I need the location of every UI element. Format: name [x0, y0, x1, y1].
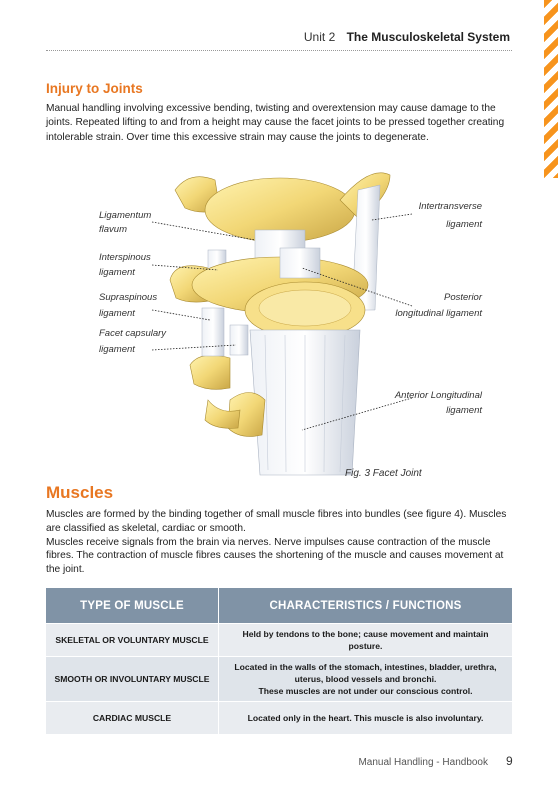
- table-row: [46, 657, 512, 702]
- posterior-longitudinal-ligament-shape: [280, 248, 320, 278]
- table-header-characteristics: CHARACTERISTICS / FUNCTIONS: [219, 588, 513, 624]
- cell-muscle-type: SMOOTH OR INVOLUNTARY MUSCLE: [46, 657, 219, 702]
- label-supraspinous-2: ligament: [99, 308, 135, 319]
- muscles-paragraph: Muscles receive signals from the brain via nerves. Nerve impulses cause contraction of the muscle fibres. The contraction of muscle fibres causes the shortening of the muscle and causes movement at the joint.: [46, 536, 504, 576]
- injury-title: Injury to Joints: [46, 81, 143, 96]
- label-anterior-1: Anterior Longitudinal: [394, 390, 482, 401]
- header-divider: [46, 50, 512, 51]
- footer-sub: Handbook: [442, 757, 488, 768]
- label-intertransverse-2: ligament: [446, 219, 482, 230]
- cell-characteristics: [219, 624, 513, 657]
- cell-muscle-type: SKELETAL OR VOLUNTARY MUSCLE: [46, 624, 219, 657]
- characteristics-line: Located in the walls of the stomach, intestines, bladder, urethra,: [234, 662, 497, 672]
- page-footer: [358, 757, 488, 768]
- cell-muscle-type: CARDIAC MUSCLE: [46, 702, 219, 735]
- label-interspinous-2: ligament: [99, 267, 135, 278]
- muscles-text: [46, 508, 514, 577]
- hazard-stripes: [544, 0, 558, 178]
- label-posterior-1: Posterior: [443, 292, 482, 303]
- table-header-type: TYPE OF MUSCLE: [46, 588, 219, 624]
- facet-joint-illustration: [90, 160, 500, 485]
- label-facet-2: ligament: [99, 344, 135, 355]
- label-ligamentum-flavum-2: flavum: [99, 224, 127, 235]
- header-system: The Musculoskeletal System: [346, 30, 510, 44]
- characteristics-line: Located only in the heart. This muscle is also involuntary.: [247, 713, 484, 723]
- injury-text: Manual handling involving excessive bending, twisting and overextension may cause damage to the joints. Repeated lifting to and from a height may cause the facet joints to be pressed together creating intolerable strain. Over time this excessive strain may cause the joints to degenerate.: [46, 103, 505, 143]
- muscles-title: Muscles: [46, 483, 114, 502]
- table-row: [46, 624, 512, 657]
- facet-capsule-shape: [230, 325, 248, 355]
- label-ligamentum-flavum-1: Ligamentum: [99, 210, 152, 221]
- figure-caption: Fig. 3 Facet Joint: [345, 468, 422, 479]
- characteristics-line: These muscles are not under our conscious control.: [258, 686, 473, 696]
- supraspinous-ligament-shape: [202, 308, 224, 356]
- muscle-types-table: [46, 588, 512, 734]
- label-intertransverse-1: Intertransverse: [418, 201, 482, 212]
- label-supraspinous-1: Supraspinous: [99, 292, 158, 303]
- spinous-process-low: [190, 355, 230, 389]
- cell-characteristics: [219, 657, 513, 702]
- footer-sep: -: [433, 757, 443, 768]
- page-header: [304, 30, 510, 44]
- label-facet-1: Facet capsulary: [99, 328, 167, 339]
- page-number: 9: [506, 754, 513, 768]
- header-unit: Unit 2: [303, 30, 336, 44]
- characteristics-line: Held by tendons to the bone; cause movement and maintain posture.: [242, 629, 489, 651]
- footer-main: Manual Handling: [358, 757, 434, 768]
- label-anterior-2: ligament: [446, 405, 482, 416]
- characteristics-line: uterus, blood vessels and bronchi.: [294, 674, 437, 684]
- label-interspinous-1: Interspinous: [99, 252, 151, 263]
- muscles-paragraph: Muscles are formed by the binding together of small muscle fibres into bundles (see figure 4). Muscles are classified as skeletal, cardiac or smooth.: [46, 509, 507, 534]
- table-row: [46, 702, 512, 735]
- cell-characteristics: [219, 702, 513, 735]
- label-posterior-2: longitudinal ligament: [395, 308, 482, 319]
